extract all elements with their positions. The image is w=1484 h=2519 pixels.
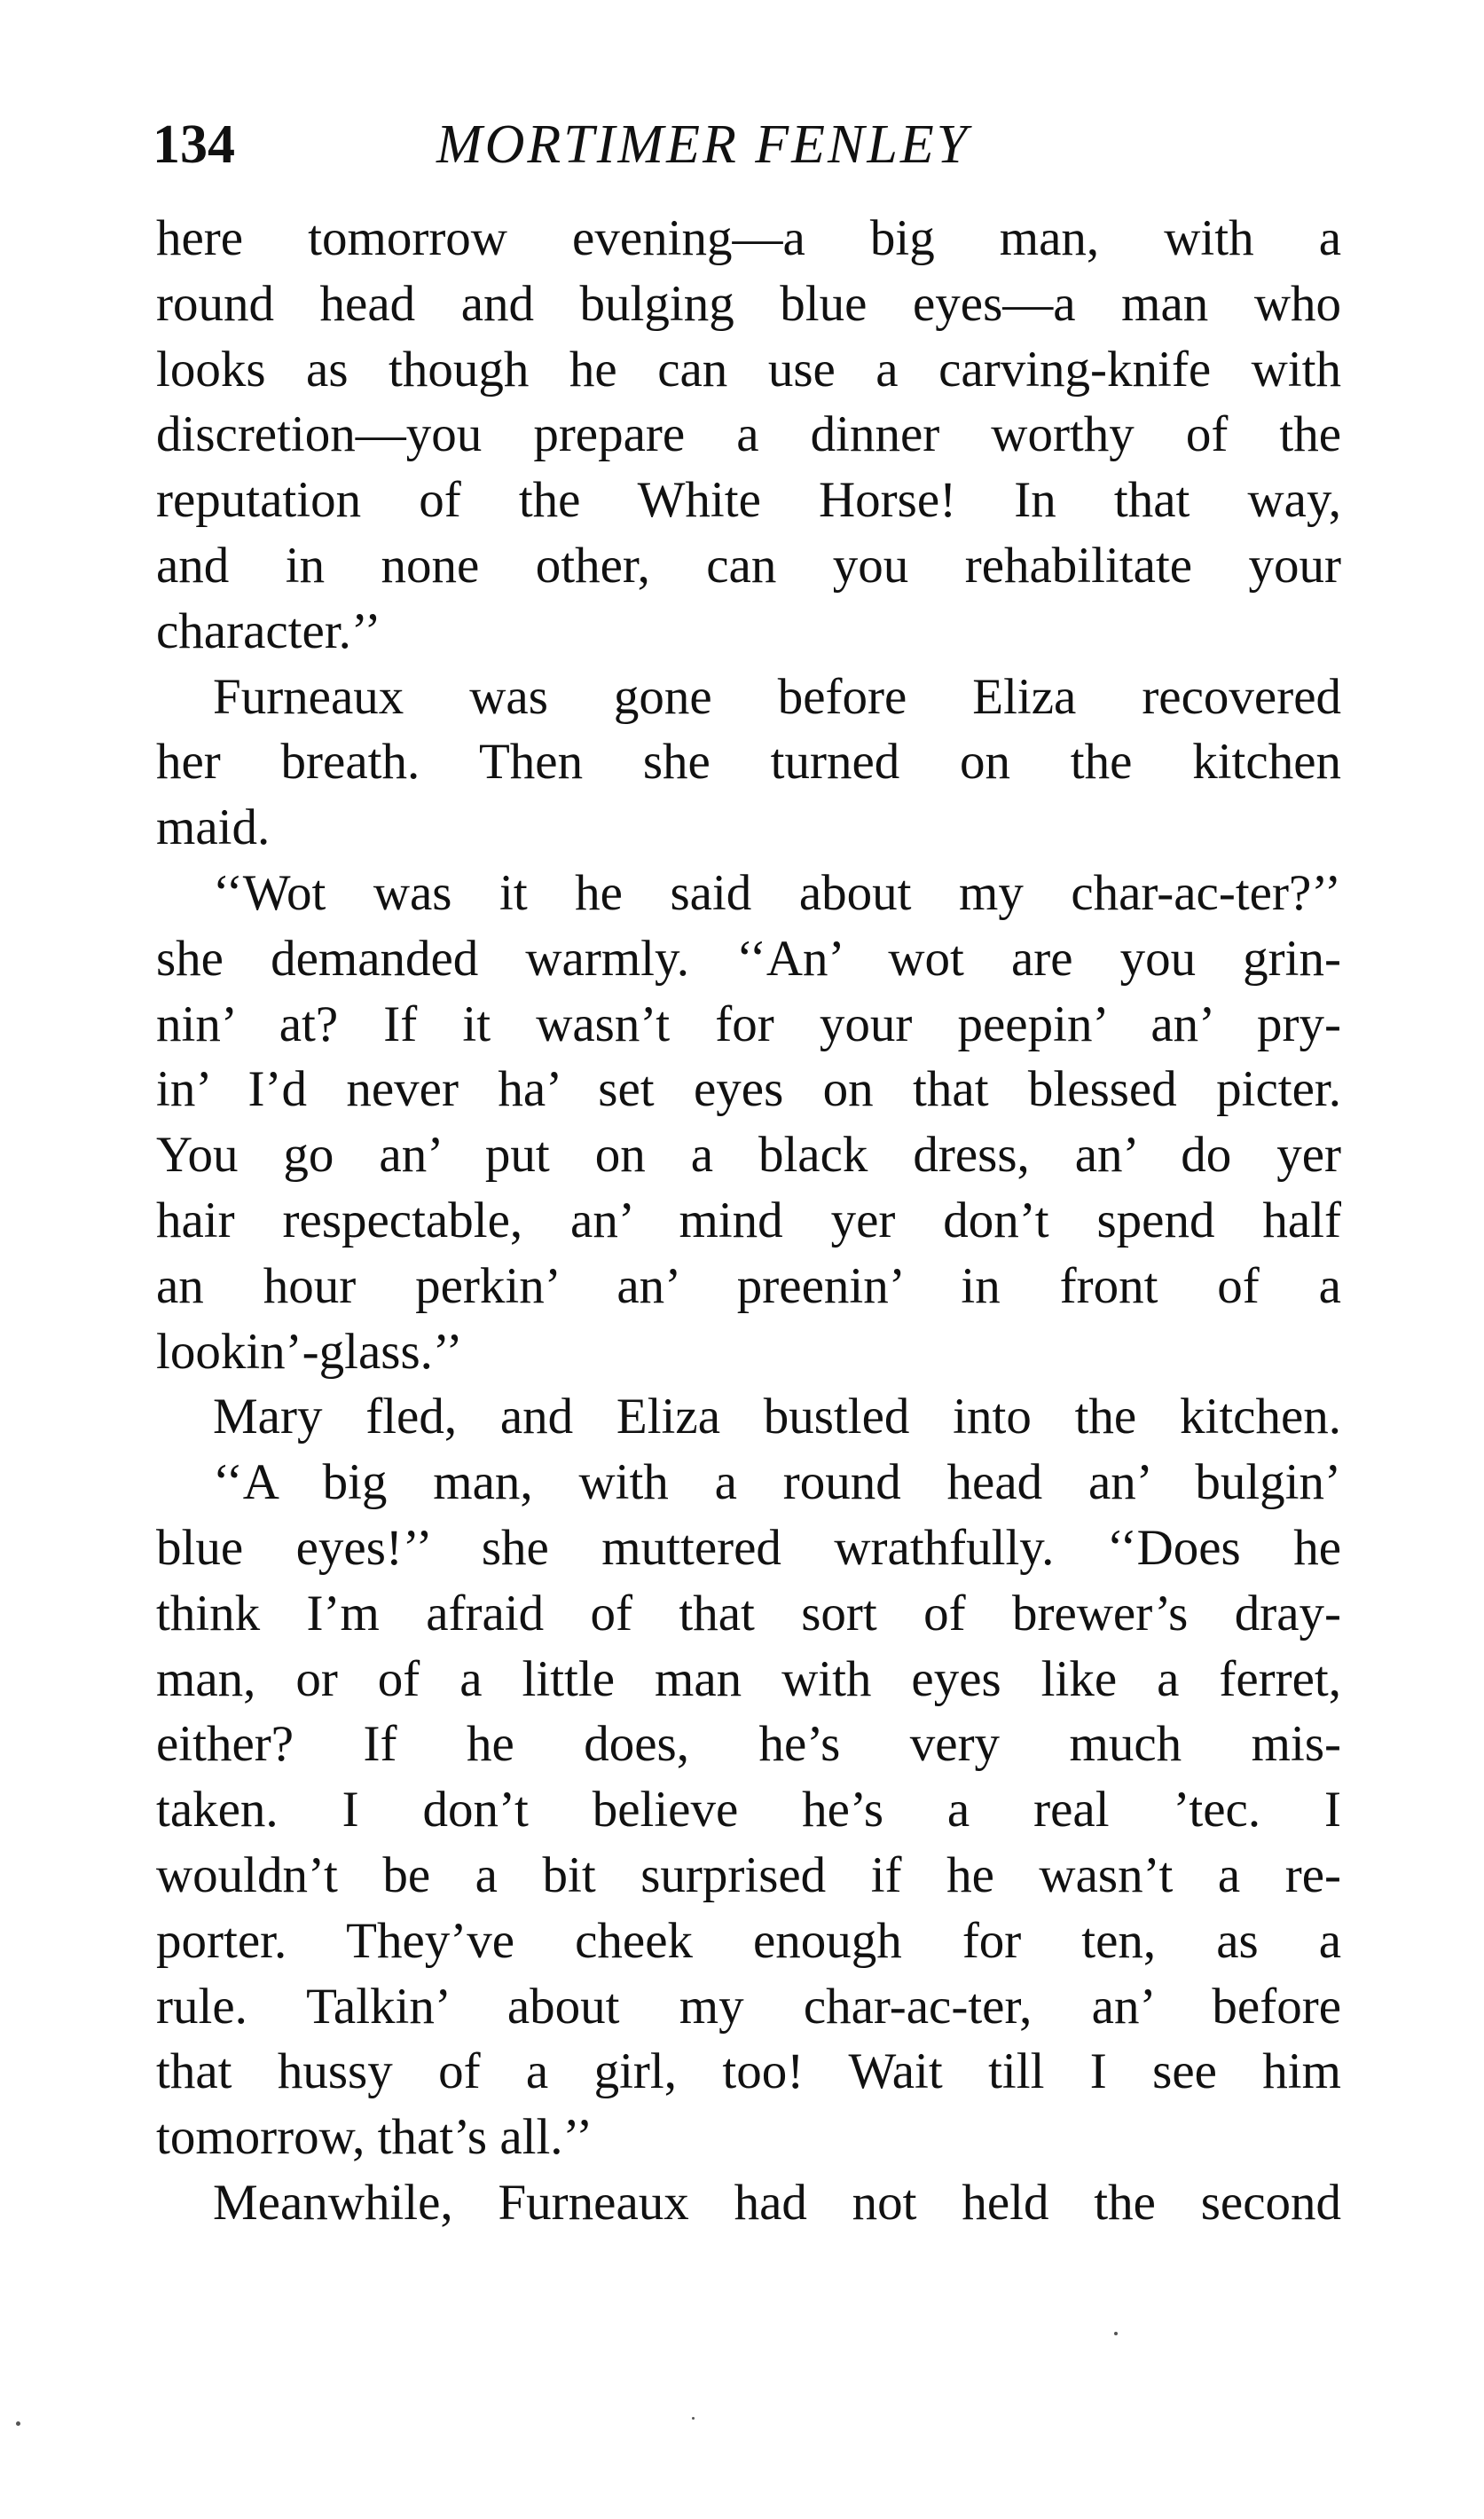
text-line: maid. <box>156 799 271 856</box>
text-line: discretion—you prepare a dinner worthy of the <box>156 406 1341 463</box>
body-text <box>156 206 1341 2236</box>
text-line: hair respectable, an’ mind yer don’t spend half <box>156 1192 1341 1248</box>
text-line: here tomorrow evening—a big man, with a <box>156 210 1341 266</box>
text-line: porter. They’ve cheek enough for ten, as a <box>156 1912 1341 1969</box>
text-line: and in none other, can you rehabilitate your <box>156 537 1341 594</box>
text-line: she demanded warmly. ‘‘An’ wot are you grin- <box>156 930 1341 987</box>
text-line: Furneaux was gone before Eliza recovered <box>213 668 1341 725</box>
text-line: that hussy of a girl, too! Wait till I see him <box>156 2043 1341 2100</box>
text-line: ‘‘A big man, with a round head an’ bulgin’ <box>213 1454 1341 1511</box>
text-line: round head and bulging blue eyes—a man who <box>156 275 1341 332</box>
text-line: an hour perkin’ an’ preenin’ in front of a <box>156 1257 1341 1314</box>
text-line: rule. Talkin’ about my char-ac-ter, an’ before <box>156 1978 1341 2035</box>
text-line: reputation of the White Horse! In that way, <box>156 472 1341 529</box>
scan-speck <box>16 2421 20 2426</box>
page-number: 134 <box>153 114 235 175</box>
text-line: ‘‘Wot was it he said about my char-ac-ter?’’ <box>213 864 1341 921</box>
text-line: wouldn’t be a bit surprised if he wasn’t a re- <box>156 1846 1341 1903</box>
text-line: her breath. Then she turned on the kitchen <box>156 734 1341 791</box>
text-line: nin’ at? If it wasn’t for your peepin’ an’ pry- <box>156 996 1341 1052</box>
scan-speck <box>692 2417 695 2420</box>
text-line: You go an’ put on a black dress, an’ do yer <box>156 1127 1341 1184</box>
text-line: character.’’ <box>156 602 381 659</box>
text-line: Mary fled, and Eliza bustled into the kitchen. <box>213 1389 1341 1445</box>
text-line: either? If he does, he’s very much mis- <box>156 1716 1341 1773</box>
text-line: lookin’-glass.’’ <box>156 1323 463 1380</box>
text-line: in’ I’d never ha’ set eyes on that blessed picter. <box>156 1061 1341 1118</box>
text-line: tomorrow, that’s all.’’ <box>156 2109 593 2166</box>
text-line: taken. I don’t believe he’s a real ’tec. I <box>156 1782 1341 1838</box>
text-line: Meanwhile, Furneaux had not held the second <box>213 2174 1341 2231</box>
text-line: man, or of a little man with eyes like a ferret, <box>156 1650 1341 1707</box>
text-line: think I’m afraid of that sort of brewer’s dray- <box>156 1585 1341 1641</box>
scan-speck <box>1114 2332 1118 2335</box>
text-line: looks as though he can use a carving-knife with <box>156 341 1341 398</box>
text-line: blue eyes!’’ she muttered wrathfully. ‘‘Does he <box>156 1519 1341 1576</box>
running-title: MORTIMER FENLEY <box>436 114 970 175</box>
running-head <box>153 105 1341 185</box>
